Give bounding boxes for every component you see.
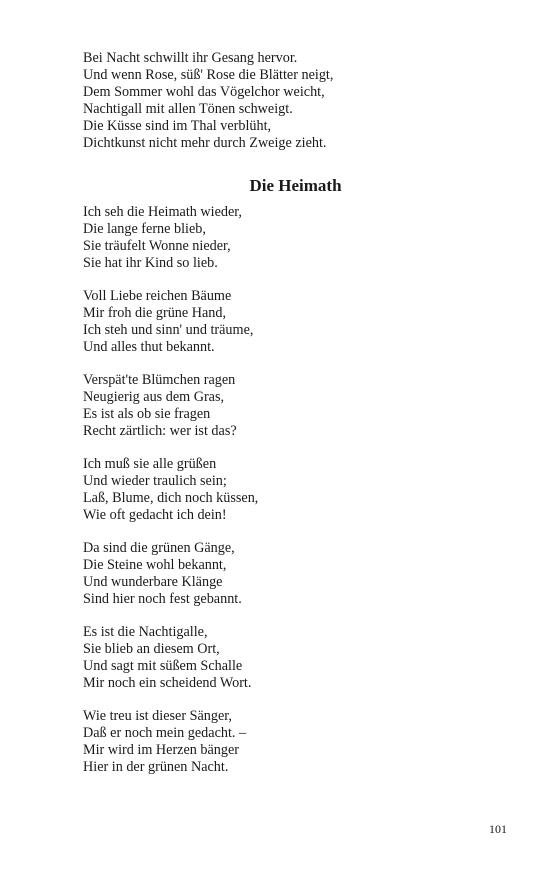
verse-line: Die lange ferne blieb, (83, 221, 206, 237)
verse-line: Sie hat ihr Kind so lieb. (83, 255, 218, 271)
verse-line: Daß er noch mein gedacht. – (83, 725, 247, 741)
verse-line: Und alles thut bekannt. (83, 339, 215, 355)
verse-line: Dichtkunst nicht mehr durch Zweige zieht. (83, 135, 327, 151)
verse-line: Ich steh und sinn' und träume, (83, 322, 254, 338)
verse-line: Dem Sommer wohl das Vögelchor weicht, (83, 84, 325, 100)
verse-line: Laß, Blume, dich noch küssen, (83, 490, 259, 506)
verse-line: Recht zärtlich: wer ist das? (83, 423, 237, 439)
verse-line: Es ist als ob sie fragen (83, 406, 211, 422)
stanza-1 (83, 204, 483, 272)
verse-line: Ich seh die Heimath wieder, (83, 204, 242, 220)
stanza-5 (83, 540, 483, 608)
verse-line: Wie treu ist dieser Sänger, (83, 708, 232, 724)
verse-line: Verspät'te Blümchen ragen (83, 372, 236, 388)
verse-line: Bei Nacht schwillt ihr Gesang hervor. (83, 50, 298, 66)
verse-line: Es ist die Nachtigalle, (83, 624, 208, 640)
verse-line: Und wunderbare Klänge (83, 574, 223, 590)
verse-line: Sie blieb an diesem Ort, (83, 641, 220, 657)
verse-line: Mir froh die grüne Hand, (83, 305, 227, 321)
verse-line: Neugierig aus dem Gras, (83, 389, 225, 405)
stanza-3 (83, 372, 483, 440)
verse-line: Mir wird im Herzen bänger (83, 742, 240, 758)
verse-line: Die Küsse sind im Thal verblüht, (83, 118, 272, 134)
poem-title: Die Heimath (249, 176, 342, 195)
verse-line: Und wieder traulich sein; (83, 473, 227, 489)
stanza-4 (83, 456, 483, 524)
verse-line: Wie oft gedacht ich dein! (83, 507, 227, 523)
verse-line: Mir noch ein scheidend Wort. (83, 675, 252, 691)
verse-line: Voll Liebe reichen Bäume (83, 288, 232, 304)
page-number: 101 (489, 822, 507, 836)
verse-line: Nachtigall mit allen Tönen schweigt. (83, 101, 293, 117)
verse-line: Sind hier noch fest gebannt. (83, 591, 242, 607)
verse-line: Und sagt mit süßem Schalle (83, 658, 243, 674)
verse-line: Hier in der grünen Nacht. (83, 759, 229, 775)
stanza-7 (83, 708, 483, 776)
previous-poem-ending (83, 50, 483, 152)
book-page-body (83, 50, 483, 776)
verse-line: Da sind die grünen Gänge, (83, 540, 235, 556)
verse-line: Sie träufelt Wonne nieder, (83, 238, 231, 254)
stanza-2 (83, 288, 483, 356)
verse-line: Ich muß sie alle grüßen (83, 456, 217, 472)
verse-line: Die Steine wohl bekannt, (83, 557, 227, 573)
verse-line: Und wenn Rose, süß' Rose die Blätter neigt, (83, 67, 334, 83)
stanza-6 (83, 624, 483, 692)
